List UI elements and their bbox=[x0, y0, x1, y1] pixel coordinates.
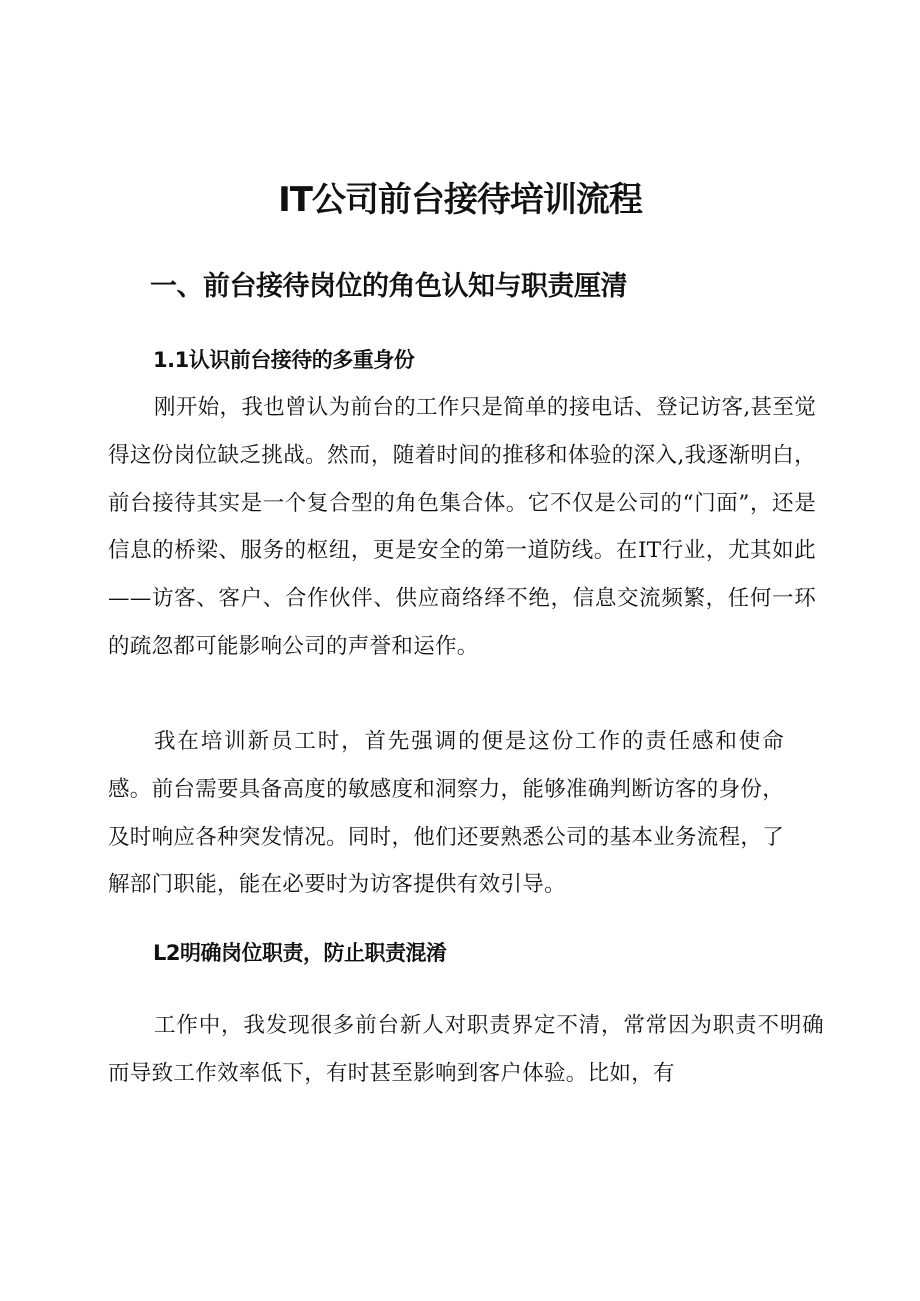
section-heading-1: 一、前台接待岗位的角色认知与职责厘清 bbox=[150, 271, 627, 302]
subsection-heading-1-1: 1.1认识前台接待的多重身份 bbox=[153, 348, 415, 372]
paragraph-1-1-a: 刚开始，我也曾认为前台的工作只是简单的接电话、登记访客,甚至觉得这份岗位缺乏挑战。然而，随着时间的推移和体验的深入,我逐渐明白，前台接待其实是一个复合型的角色集合体。它不仅是公司的“门面”，还是信息的桥梁、服务的枢纽，更是安全的第一道防线。在IT行业，尤其如此——访客、客户、合作伙伴、供应商络绎不绝，信息交流频繁，任何一环的疏忽都可能影响公司的声誉和运作。 bbox=[108, 395, 816, 659]
document-title: IT公司前台接待培训流程 bbox=[278, 180, 642, 220]
subsection-heading-1-2: L2明确岗位职责，防止职责混淆 bbox=[153, 941, 447, 965]
paragraph-1-1-b: 我在培训新员工时，首先强调的便是这份工作的责任感和使命感。前台需要具备高度的敏感度和洞察力，能够准确判断访客的身份，及时响应各种突发情况。同时，他们还要熟悉公司的基本业务流程，了解部门职能，能在必要时为访客提供有效引导。 bbox=[108, 729, 784, 898]
paragraph-1-2-a: 工作中，我发现很多前台新人对职责界定不清，常常因为职责不明确而导致工作效率低下，有时甚至影响到客户体验。比如，有 bbox=[108, 1013, 824, 1086]
